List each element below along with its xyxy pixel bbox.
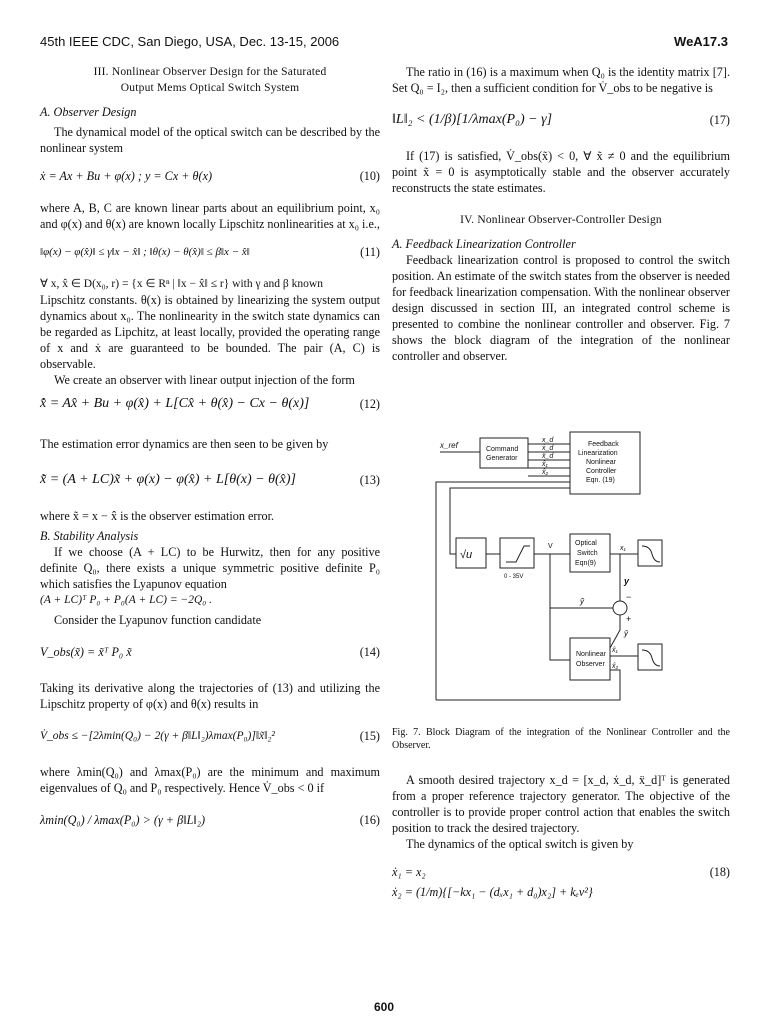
paragraph: If we choose (A + LC) to be Hurwitz, then for any positive definite Q₀, there exists a unique symmetric positive definite P₀ which satisfies the Lyapunov equation (40, 545, 380, 591)
paragraph: Consider the Lyapunov function candidate (54, 613, 262, 627)
paragraph: The estimation error dynamics are then seen to be given by (40, 437, 329, 451)
section-4-heading: IV. Nonlinear Observer-Controller Design (460, 214, 662, 226)
signal-label: ŷ (624, 629, 628, 638)
signal-label: ẍ_d (542, 453, 554, 460)
block-label: Optical (575, 540, 597, 547)
paragraph: The ratio in (16) is a maximum when Q₀ is the identity matrix [7]. Set Q₀ = I₂, then a sufficient condition for V̇_obs to be negative is (392, 65, 730, 95)
command-generator-block (480, 438, 528, 468)
figure-caption: Fig. 7. Block Diagram of the integration of the Nonlinear Controller and the Observer. (392, 727, 730, 751)
signal-label: x_ref (440, 441, 458, 450)
equation-15: V̇_obs ≤ −[2λmin(Q₀) − 2(γ + β‖L‖₂)λmax(P₀)]‖x̃‖₂² (15) (40, 729, 380, 743)
paragraph: where λmin(Q₀) and λmax(P₀) are the minimum and maximum eigenvalues of Q₀ and P₀ respectively. Hence V̇_obs < 0 if (40, 765, 380, 795)
lyapunov-equation: (A + LC)ᵀ P₀ + P₀(A + LC) = −2Q₀ . (40, 594, 213, 606)
saturation-block (500, 538, 534, 568)
signal-label: x̂₂ (542, 469, 549, 476)
block-label: Observer (576, 661, 605, 668)
block-diagram-figure-7 (430, 430, 710, 720)
section-3-heading-line1: III. Nonlinear Observer Design for the Saturated (93, 66, 327, 78)
left-column (40, 64, 380, 832)
right-column-lower (392, 726, 730, 904)
paragraph: We create an observer with linear output injection of the form (54, 373, 355, 387)
equation-14: V_obs(x̃) = x̃ᵀ P₀ x̃ (14) (40, 645, 380, 659)
signal-label: y (624, 576, 630, 586)
nonlinear-observer-block (570, 638, 610, 680)
signal-label: x̂₁ (542, 461, 548, 468)
equation-16: λmin(Q₀) / λmax(P₀) > (γ + β‖L‖₂) (16) (40, 813, 380, 827)
equation-17: ‖L‖₂ < (1/β)[1/λmax(P₀) − γ] (17) (392, 112, 730, 127)
signal-label: V (548, 543, 553, 550)
page-number: 600 (373, 1000, 395, 1014)
paragraph: A smooth desired trajectory x_d = [x_d, ẋ_d, ẍ_d]ᵀ is generated from a proper reference trajectory generator. The objective of the controller is to provide proper control action that enables the switch position to track the desired trajectory. (392, 773, 730, 835)
paragraph: where x̃ = x − x̂ is the observer estimation error. (40, 509, 275, 523)
paragraph: The dynamical model of the optical switch can be described by the nonlinear system (40, 125, 380, 155)
block-label: Generator (486, 455, 518, 462)
equation-12: x̂̇ = Ax̂ + Bu + φ(x̂) + L[Cx̂ + θ(x̂) − Cx − θ(x)] (12) (40, 396, 380, 411)
subsection-b-heading: B. Stability Analysis (40, 529, 139, 543)
block-label: 0 - 35V (504, 574, 524, 580)
block-label: Nonlinear (576, 651, 606, 658)
signal-label: + (626, 614, 632, 624)
paragraph: ∀ x, x̂ ∈ D(x₀, r) = {x ∈ Rⁿ | ‖x − x̂‖ ≤ r} with γ and β known (40, 278, 323, 290)
block-label: Eqn(9) (575, 560, 597, 567)
signal-label: x̂₂ (612, 663, 619, 670)
subsection-a-heading: A. Observer Design (40, 105, 137, 119)
running-header: 45th IEEE CDC, San Diego, USA, Dec. 13-15, 2006 (40, 34, 340, 49)
section-3-heading-line2: Output Mems Optical Switch System (120, 82, 300, 94)
block-label: Nonlinear (586, 459, 616, 466)
paragraph: Lipschitz constants. θ(x) is obtained by linearizing the system output dynamics about x₀. The nonlinearity in the switch state dynamics can be regarded as Lipchitz, at least locally, provided the operating range of x and ẋ are guaranteed to be bounded. The pair (A, C) is observable. (40, 293, 380, 371)
paragraph: where A, B, C are known linear parts about an equilibrium point, x₀ and φ(x) and θ(x) are known locally Lipschitz nonlinearities at x₀ i.e., (40, 201, 380, 231)
block-label: Command (486, 446, 519, 453)
signal-label: x₁ (620, 545, 626, 552)
signal-label: x̂₁ (612, 647, 618, 654)
paragraph: Taking its derivative along the trajectories of (13) and utilizing the Lipschitz property of φ(x) and θ(x) results in (40, 681, 380, 711)
signal-label: − (626, 592, 632, 602)
paragraph: The dynamics of the optical switch is given by (406, 837, 634, 851)
signal-label: ỹ (580, 597, 584, 606)
summing-junction (613, 601, 627, 615)
block-label: Linearization (578, 450, 618, 457)
equation-18-line1: ẋ₁ = x₂ (18) (392, 865, 730, 879)
paper-id: WeA17.3 (674, 34, 728, 49)
right-column (392, 64, 730, 364)
signal-label: ẋ_d (542, 445, 554, 452)
equation-18-line2: ẋ₂ = (1/m){[−kx₁ − (dₓx₁ + d₀)x₂] + kₑv²} (392, 885, 593, 899)
block-label: Eqn. (19) (586, 477, 615, 484)
equation-13: x̃̇ = (A + LC)x̃ + φ(x) − φ(x̂) + L[θ(x) − θ(x̂)] (13) (40, 472, 380, 487)
paragraph: If (17) is satisfied, V̇_obs(x̃) < 0, ∀ x̃ ≠ 0 and the equilibrium point x̃ = 0 is asymptotically stable and the observer accurately reconstructs the state estimates. (392, 149, 730, 195)
equation-11: ‖φ(x) − φ(x̂)‖ ≤ γ‖x − x̂‖ ; ‖θ(x) − θ(x̂)‖ ≤ β‖x − x̂‖ (11) (40, 245, 380, 259)
block-label: Controller (586, 468, 617, 475)
block-label: Switch (577, 550, 598, 557)
block-label: √u (460, 549, 473, 561)
paragraph: Feedback linearization control is proposed to control the switch position. An estimate of the switch states from the observer is needed for feedback linearization compensation. With the nonlinear observer design discussed in section III, an integrated control scheme is presented to combine the nonlinear controller and observer. Fig. 7 shows the block diagram of the integration of the nonlinear controller and observer. (392, 253, 730, 363)
equation-10: ẋ = Ax + Bu + φ(x) ; y = Cx + θ(x) (10) (40, 169, 380, 183)
subsection-a-heading: A. Feedback Linearization Controller (392, 237, 576, 251)
signal-label: x_d (542, 437, 554, 444)
block-label: Feedback (588, 441, 619, 448)
